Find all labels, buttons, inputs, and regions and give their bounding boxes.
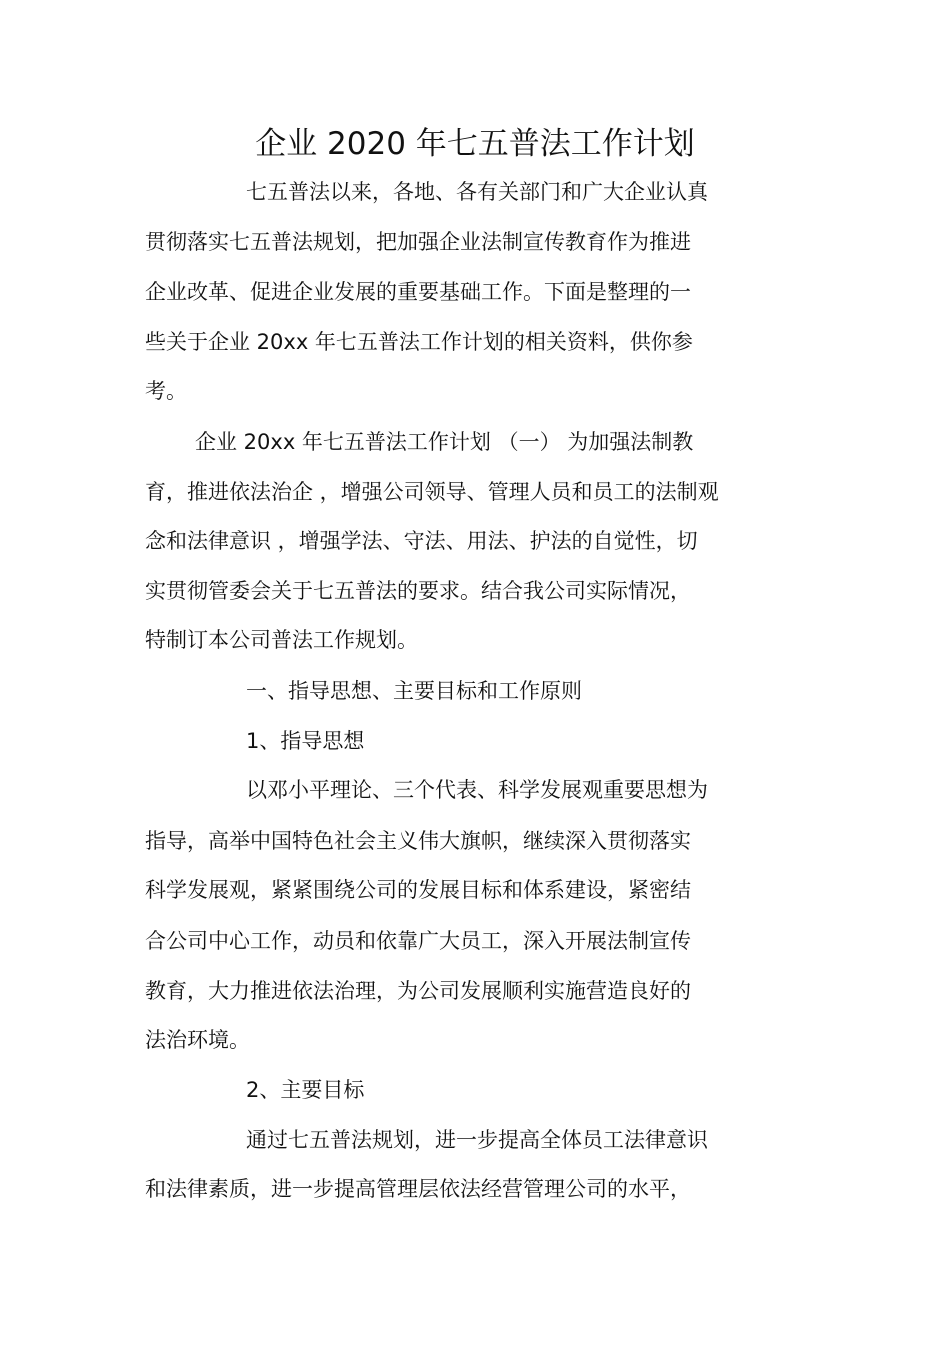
body-line-13: 以邓小平理论、三个代表、科学发展观重要思想为 — [246, 778, 708, 802]
document-title: 企业 2020 年七五普法工作计划 — [255, 126, 695, 162]
body-line-16: 合公司中心工作，动员和依靠广大员工，深入开展法制宣传 — [145, 929, 691, 953]
subheading-guiding-ideology: 1、指导思想 — [246, 729, 365, 753]
body-line-9: 实贯彻管委会关于七五普法的要求。结合我公司实际情况， — [145, 579, 691, 603]
body-line-6: 企业 20xx 年七五普法工作计划 （一） 为加强法制教 — [195, 430, 694, 454]
body-line-10: 特制订本公司普法工作规划。 — [145, 628, 418, 652]
body-line-21: 和法律素质，进一步提高管理层依法经营管理公司的水平， — [145, 1177, 691, 1201]
body-line-17: 教育，大力推进依法治理，为公司发展顺利实施营造良好的 — [145, 979, 691, 1003]
body-line-7: 育，推进依法治企 ，增强公司领导、管理人员和员工的法制观 — [145, 480, 719, 504]
body-line-5: 考。 — [145, 379, 187, 403]
subheading-main-goals: 2、主要目标 — [246, 1078, 365, 1102]
body-line-14: 指导，高举中国特色社会主义伟大旗帜，继续深入贯彻落实 — [145, 829, 691, 853]
body-line-18: 法治环境。 — [145, 1028, 250, 1052]
body-line-3: 企业改革、促进企业发展的重要基础工作。下面是整理的一 — [145, 280, 691, 304]
body-line-4: 些关于企业 20xx 年七五普法工作计划的相关资料，供你参 — [145, 330, 693, 354]
body-line-20: 通过七五普法规划，进一步提高全体员工法律意识 — [246, 1128, 708, 1152]
body-line-15: 科学发展观，紧紧围绕公司的发展目标和体系建设，紧密结 — [145, 878, 691, 902]
body-line-1: 七五普法以来，各地、各有关部门和广大企业认真 — [246, 180, 708, 204]
body-line-2: 贯彻落实七五普法规划，把加强企业法制宣传教育作为推进 — [145, 230, 691, 254]
section-heading: 一、指导思想、主要目标和工作原则 — [246, 679, 582, 703]
body-line-8: 念和法律意识 ，增强学法、守法、用法、护法的自觉性，切 — [145, 529, 698, 553]
